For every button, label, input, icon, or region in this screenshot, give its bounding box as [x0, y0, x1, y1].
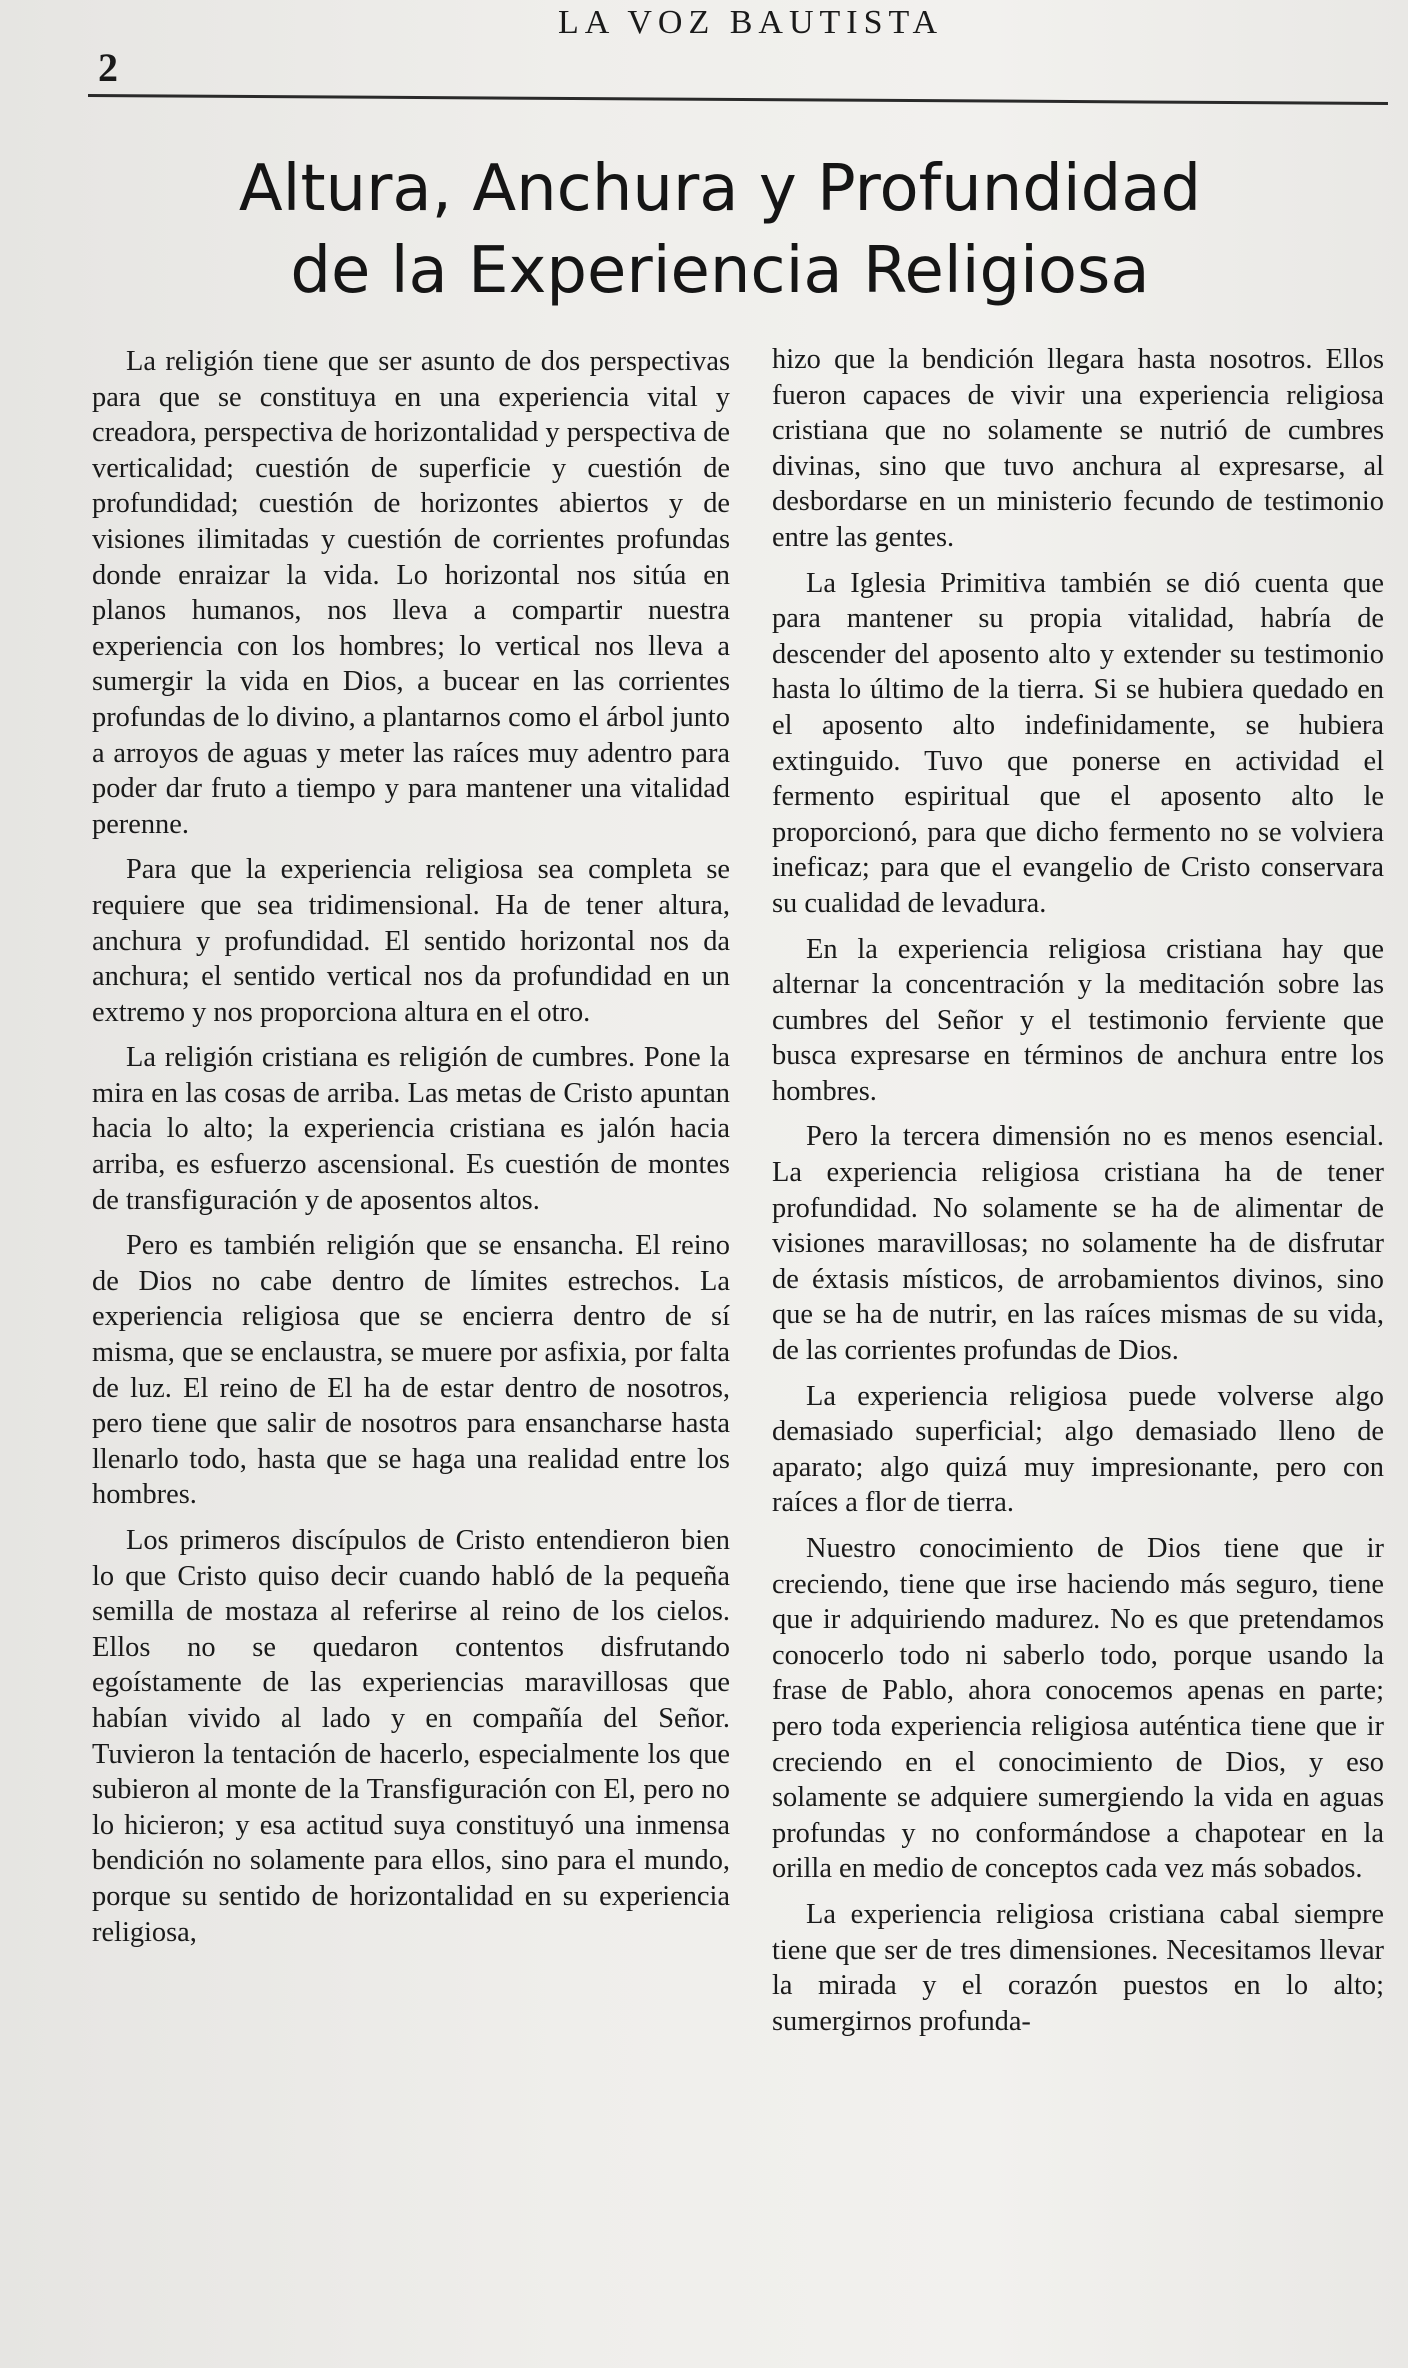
running-title: LA VOZ BAUTISTA: [558, 4, 944, 41]
article-title-line-2: de la Experiencia Religiosa: [290, 234, 1150, 308]
right-column: [772, 342, 1384, 2049]
paragraph: La experiencia religiosa puede volverse algo demasiado superficial; algo demasiado lleno de aparato; algo quizá muy impresionante, pero con raíces a flor de tierra.: [772, 1380, 1384, 1519]
paragraph: Pero es también religión que se ensancha. El reino de Dios no cabe dentro de límites estrechos. La experiencia religiosa que se encierra dentro de sí misma, que se enclaustra, se muere por asfixia, por falta de luz. El reino de El ha de estar dentro de nosotros, pero tiene que salir de nosotros para ensancharse hasta llenarlo todo, hasta que se haga una realidad entre los hombres.: [92, 1230, 730, 1511]
paragraph: La experiencia religiosa cristiana cabal siempre tiene que ser de tres dimensiones. Necesitamos llevar la mirada y el corazón puestos en lo alto; sumergirnos profunda-: [772, 1898, 1384, 2037]
paragraph: Nuestro conocimiento de Dios tiene que ir creciendo, tiene que irse haciendo más seguro, tiene que ir adquiriendo madurez. No es que pretendamos conocerlo todo ni saberlo todo, porque usando la frase de Pablo, ahora conocemos apenas en parte; pero toda experiencia religiosa auténtica tiene que ir creciendo en el conocimiento de Dios, y eso solamente se adquiere sumergiendo la vida en aguas profundas y no conformándose a chapotear en la orilla en medio de conceptos cada vez más sobados.: [772, 1533, 1384, 1885]
page-header: [88, 0, 1388, 110]
article-body: [92, 344, 1392, 2324]
paragraph: La Iglesia Primitiva también se dió cuenta que para mantener su propia vitalidad, habría de descender del aposento alto y extender su testimonio hasta lo último de la tierra. Si se hubiera quedado en el aposento alto indefinidamente, se hubiera extinguido. Tuvo que ponerse en actividad el fermento espiritual que el aposento alto le proporcionó, para que dicho fermento no se volviera ineficaz; para que el evangelio de Cristo conservara su cualidad de levadura.: [772, 567, 1384, 919]
paragraph: En la experiencia religiosa cristiana hay que alternar la concentración y la meditación sobre las cumbres del Señor y el testimonio ferviente que busca expresarse en términos de anchura entre los hombres.: [772, 933, 1384, 1107]
paragraph: Para que la experiencia religiosa sea completa se requiere que sea tridimensional. Ha de tener altura, anchura y profundidad. El sentido horizontal nos da anchura; el sentido vertical nos da profundidad en un extremo y nos proporciona altura en el otro.: [92, 854, 730, 1028]
paragraph: La religión cristiana es religión de cumbres. Pone la mira en las cosas de arriba. Las metas de Cristo apuntan hacia lo alto; la experiencia cristiana es jalón hacia arriba, es esfuerzo ascensional. Es cuestión de montes de transfiguración y de aposentos altos.: [92, 1042, 730, 1216]
paragraph: La religión tiene que ser asunto de dos perspectivas para que se constituya en una experiencia vital y creadora, perspectiva de horizontalidad y perspectiva de verticalidad; cuestión de superficie y cuestión de profundidad; cuestión de horizontes abiertos y de visiones ilimitadas y cuestión de corrientes profundas donde enraizar la vida. Lo horizontal nos sitúa en planos humanos, nos lleva a compartir nuestra experiencia con los hombres; lo vertical nos lleva a sumergir la vida en Dios, a bucear en las corrientes profundas de lo divino, a plantarnos como el árbol junto a arroyos de aguas y meter las raíces muy adentro para poder dar fruto a tiempo y para mantener una vitalidad perenne.: [92, 346, 730, 840]
article-title: [140, 148, 1300, 312]
article-title-line-1: Altura, Anchura y Profundidad: [238, 152, 1202, 226]
paragraph: Los primeros discípulos de Cristo entendieron bien lo que Cristo quiso decir cuando habló de la pequeña semilla de mostaza al referirse al reino de los cielos. Ellos no se quedaron contentos disfrutando egoístamente de las experiencias maravillosas que habían vivido al lado y en compañía del Señor. Tuvieron la tentación de hacerlo, especialmente los que subieron al monte de la Transfiguración con El, pero no lo hicieron; y esa actitud suya constituyó una inmensa bendición no solamente para ellos, sino para el mundo, porque su sentido de horizontalidad en su experiencia religiosa,: [92, 1525, 730, 1948]
header-rule: [88, 94, 1388, 105]
paragraph: Pero la tercera dimensión no es menos esencial. La experiencia religiosa cristiana ha de tener profundidad. No solamente se ha de alimentar de visiones maravillosas; no solamente ha de disfrutar de éxtasis místicos, de arrobamientos divinos, sino que se ha de nutrir, en las raíces mismas de su vida, de las corrientes profundas de Dios.: [772, 1121, 1384, 1367]
page-number: 2: [98, 45, 119, 90]
left-column: [92, 344, 730, 1960]
paragraph-continued: hizo que la bendición llegara hasta nosotros. Ellos fueron capaces de vivir una experiencia religiosa cristiana que no solamente se nutrió de cumbres divinas, sino que tuvo anchura al expresarse, al desbordarse en un ministerio fecundo de testimonio entre las gentes.: [772, 344, 1384, 553]
